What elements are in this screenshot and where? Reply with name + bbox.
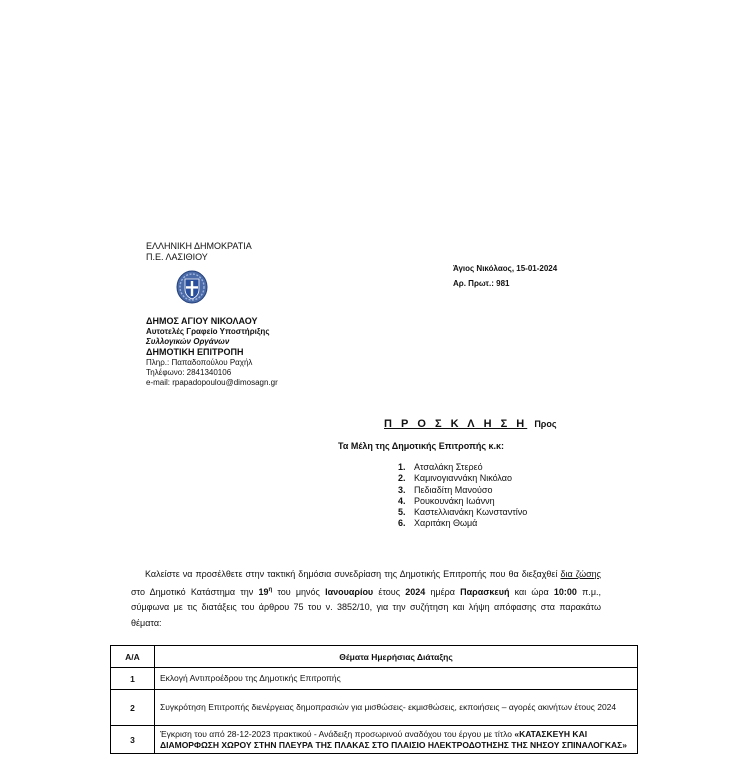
invitation-heading bbox=[384, 418, 557, 430]
org-block bbox=[146, 316, 406, 388]
place-date: Άγιος Νικόλαος, 15-01-2024 bbox=[453, 264, 558, 273]
invitation-body: Καλείστε να προσέλθετε στην τακτική δημόσια συνεδρίαση της Δημοτικής Επιτροπής που θα διεξαχθεί δια ζώσης στο Δημοτικό Κατάστημα την $19^\eta$ του μηνός Ιανουαρίου έτους 2024 ημέρα Παρασκευή και ώρα 10:00 π.μ., σύμφωνα με τις διατάξεις του άρθρου 75 του ν. 3852/10, για την συζήτηση και λήψη απόφασης στα παρακάτω θέματα: bbox=[131, 569, 601, 628]
list-item: 4. Ρουκουνάκη Ιωάννη bbox=[398, 495, 495, 506]
column-header-number: Α/Α bbox=[111, 646, 155, 668]
agenda-table bbox=[110, 645, 638, 754]
invitation-title: Π Ρ Ο Σ Κ Λ Η Σ Η bbox=[384, 418, 528, 430]
country-name: ΕΛΛΗΝΙΚΗ ΔΗΜΟΚΡΑΤΙΑ bbox=[146, 241, 252, 251]
table-row: 2 Συγκρότηση Επιτροπής διενέργειας δημοπρασιών για μισθώσεις- εκμισθώσεις, εκποιήσεις – αγορές ακινήτων έτους 2024 bbox=[111, 690, 638, 726]
municipality-name: ΔΗΜΟΣ ΑΓΙΟΥ ΝΙΚΟΛΑΟΥ bbox=[146, 316, 258, 326]
list-item: 1. Ατσαλάκη Στερεό bbox=[398, 462, 483, 472]
list-item: 2. Καμινογιαννάκη Νικόλαο bbox=[398, 473, 512, 484]
table-row: 3 Έγκριση του από 28-12-2023 πρακτικού - Ανάδειξη προσωρινού αναδόχου του έργου με τίτλο «ΚΑΤΑΣΚΕΥΗ ΚΑΙ ΔΙΑΜΟΡΦΩΣΗ ΧΩΡΟΥ ΣΤΗΝ ΠΛΕΥΡΑ ΤΗΣ ΠΛΑΚΑΣ ΣΤΟ ΠΛΑΙΣΙΟ ΗΛΕΚΤΡΟΔΟΤΗΣΗΣ ΤΗΣ ΝΗΣΟΥ ΣΠΙΝΑΛΟΓΚΑΣ» bbox=[111, 726, 638, 754]
table-row: 1 Εκλογή Αντιπροέδρου της Δημοτικής Επιτροπής bbox=[111, 668, 638, 690]
office-line-1: Αυτοτελές Γραφείο Υποστήριξης bbox=[146, 327, 270, 336]
committee-name: ΔΗΜΟΤΙΚΗ ΕΠΙΤΡΟΠΗ bbox=[146, 347, 244, 357]
contact-person: Πληρ.: Παπαδοπούλου Ραχήλ bbox=[146, 358, 253, 367]
to-label: Προς bbox=[534, 419, 557, 429]
table-header-row bbox=[111, 646, 638, 668]
greek-coat-of-arms-icon bbox=[176, 270, 208, 304]
list-item: 5. Καστελλιανάκη Κωνσταντίνο bbox=[398, 507, 528, 518]
office-line-2: Συλλογικών Οργάνων bbox=[146, 337, 230, 346]
date-block bbox=[453, 260, 633, 289]
email-address: e-mail: rpapadopoulou@dimosagn.gr bbox=[146, 378, 278, 387]
recipients-line: Τα Μέλη της Δημοτικής Επιτροπής κ.κ: bbox=[338, 441, 505, 451]
list-item: 3. Πεδιαδίτη Μανούσο bbox=[398, 484, 493, 495]
region-name: Π.Ε. ΛΑΣΙΘΙΟΥ bbox=[146, 252, 208, 262]
phone-number: Τηλέφωνο: 2841340106 bbox=[146, 368, 232, 377]
sender-header bbox=[146, 241, 406, 263]
column-header-topic: Θέματα Ημερήσιας Διάταξης bbox=[155, 646, 638, 668]
list-item: 6. Χαριτάκη Θωμά bbox=[398, 518, 478, 529]
protocol-number: Αρ. Πρωτ.: 981 bbox=[453, 279, 510, 288]
members-list bbox=[398, 462, 527, 530]
